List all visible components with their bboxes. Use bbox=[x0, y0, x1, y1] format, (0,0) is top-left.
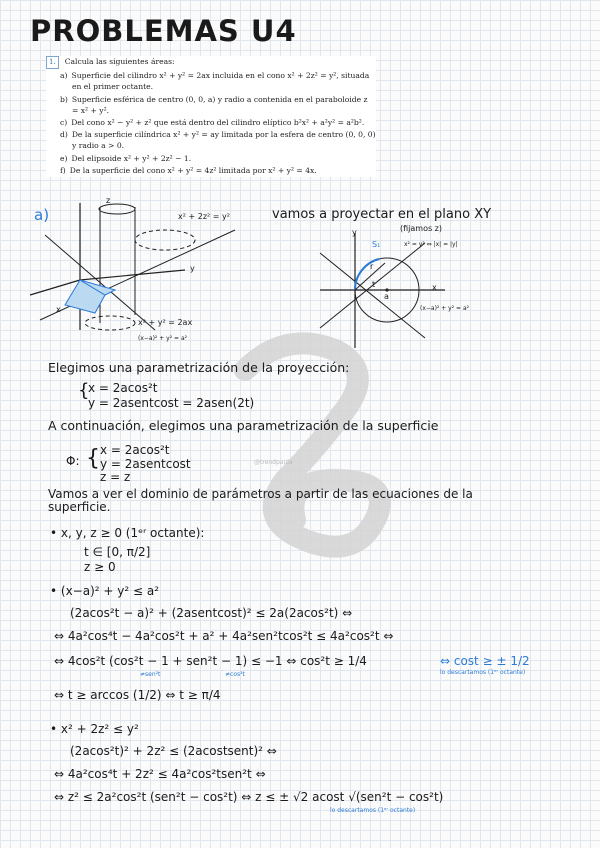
cone-step-2: ⇔ 4a²cos⁴t + 2z² ≤ 4a²cos²tsen²t ⇔ bbox=[54, 767, 266, 781]
note-discard-1: lo descartamos (1ᵉʳ octante) bbox=[440, 669, 526, 676]
fig1-cone-eq: x² + 2z² = y² bbox=[178, 212, 230, 221]
note-cos: ≠cos²t bbox=[225, 671, 245, 678]
note-sen: ≠sen²t bbox=[140, 671, 161, 678]
cylinder-step-3: ⇔ 4cos²t (cos²t − 1 + sen²t − 1) ≤ −1 ⇔ cos²t ≥ 1/4 bbox=[54, 654, 367, 668]
fig1-z-label: z bbox=[106, 196, 111, 205]
surface-z: z = z bbox=[100, 470, 131, 484]
printed-problem-statement bbox=[46, 56, 376, 177]
fig1-cyl-eq2: (x−a)² + y² = a² bbox=[138, 335, 188, 342]
fig2-y-label: y bbox=[352, 228, 357, 237]
problem-item: e) Del elipsoide x² + y² + 2z² − 1. bbox=[60, 153, 192, 163]
fig2-eq2: (x−a)² + y² = a² bbox=[420, 305, 470, 312]
cylinder-step-3-blue: ⇔ cost ≥ ± 1/2 bbox=[440, 654, 530, 668]
phi-label: Φ: bbox=[66, 454, 80, 468]
fig2-t-label: t bbox=[372, 280, 376, 289]
fig2-x-label: x bbox=[432, 283, 437, 292]
surface-x: x = 2acos²t bbox=[100, 443, 170, 457]
bullet-octant-t: t ∈ [0, π/2] bbox=[84, 545, 151, 559]
projection-subtext: (fijamos z) bbox=[400, 224, 443, 233]
fig2-s1-label: S₁ bbox=[372, 240, 381, 249]
problem-item: f) De la superficie del cono x² + y² = 4z² limitada por x² + y² = 4x. bbox=[60, 165, 317, 175]
watermark-text: @trendpaula bbox=[254, 459, 293, 466]
problem-item: b) Superficie esférica de centro (0, 0, a) y radio a contenida en el paraboloide z = x² + y². bbox=[60, 94, 368, 115]
domain-intro: Vamos a ver el dominio de parámetros a partir de las ecuaciones de la superficie. bbox=[48, 487, 473, 514]
bullet-octant: • x, y, z ≥ 0 (1ᵉʳ octante): bbox=[50, 526, 205, 540]
param-intro: Elegimos una parametrización de la proyección: bbox=[48, 360, 350, 375]
problem-number: 1. bbox=[46, 56, 59, 69]
bullet-cone: • x² + 2z² ≤ y² bbox=[50, 722, 139, 736]
note-discard-2: lo descartamos (1ᵉʳ octante) bbox=[330, 807, 416, 814]
fig2-a-label: a bbox=[384, 292, 389, 301]
projection-text: vamos a proyectar en el plano XY bbox=[272, 207, 492, 222]
bullet-octant-z: z ≥ 0 bbox=[84, 560, 116, 574]
fig2-eq1: x² = y² ⇔ |x| = |y| bbox=[404, 241, 458, 248]
problem-item: c) Del cono x² − y² + z² que está dentro del cilindro elíptico b²x² + a²y² = a²b². bbox=[60, 118, 365, 128]
fig1-cyl-eq: x² + y² = 2ax bbox=[138, 318, 193, 327]
problem-heading: Calcula las siguientes áreas: bbox=[64, 57, 175, 66]
cylinder-step-4: ⇔ t ≥ arccos (1/2) ⇔ t ≥ π/4 bbox=[54, 688, 221, 702]
fig2-r-label: r bbox=[370, 262, 374, 271]
surface-y: y = 2asentcost bbox=[100, 457, 191, 471]
problem-item: a) Superficie del cilindro x² + y² = 2ax incluida en el cono x² + 2z² = y², situada en el primer octante. bbox=[60, 71, 370, 92]
cone-step-1: (2acos²t)² + 2z² ≤ (2acostsent)² ⇔ bbox=[70, 744, 277, 758]
param-y: y = 2asentcost = 2asen(2t) bbox=[88, 396, 255, 410]
param-x: x = 2acos²t bbox=[88, 381, 158, 395]
section-label-a: a) bbox=[34, 206, 50, 224]
problem-item: d) De la superficie cilíndrica x² + y² = ay limitada por la esfera de centro (0, 0, 0) y radio a > 0. bbox=[60, 130, 376, 151]
fig1-x-label: x bbox=[56, 305, 61, 314]
brace-1: { bbox=[78, 380, 90, 401]
page-title: PROBLEMAS U4 bbox=[30, 14, 297, 48]
continuation-text: A continuación, elegimos una parametrización de la superficie bbox=[48, 418, 439, 433]
brace-2: { bbox=[86, 446, 100, 471]
cone-step-3: ⇔ z² ≤ 2a²cos²t (sen²t − cos²t) ⇔ z ≤ ± √2 acost √(sen²t − cos²t) bbox=[54, 790, 444, 804]
fig1-y-label: y bbox=[190, 264, 195, 273]
bullet-cylinder: • (x−a)² + y² ≤ a² bbox=[50, 584, 160, 598]
cylinder-step-1: (2acos²t − a)² + (2asentcost)² ≤ 2a(2acos²t) ⇔ bbox=[70, 606, 353, 620]
cylinder-step-2: ⇔ 4a²cos⁴t − 4a²cos²t + a² + 4a²sen²tcos²t ≤ 4a²cos²t ⇔ bbox=[54, 629, 394, 643]
